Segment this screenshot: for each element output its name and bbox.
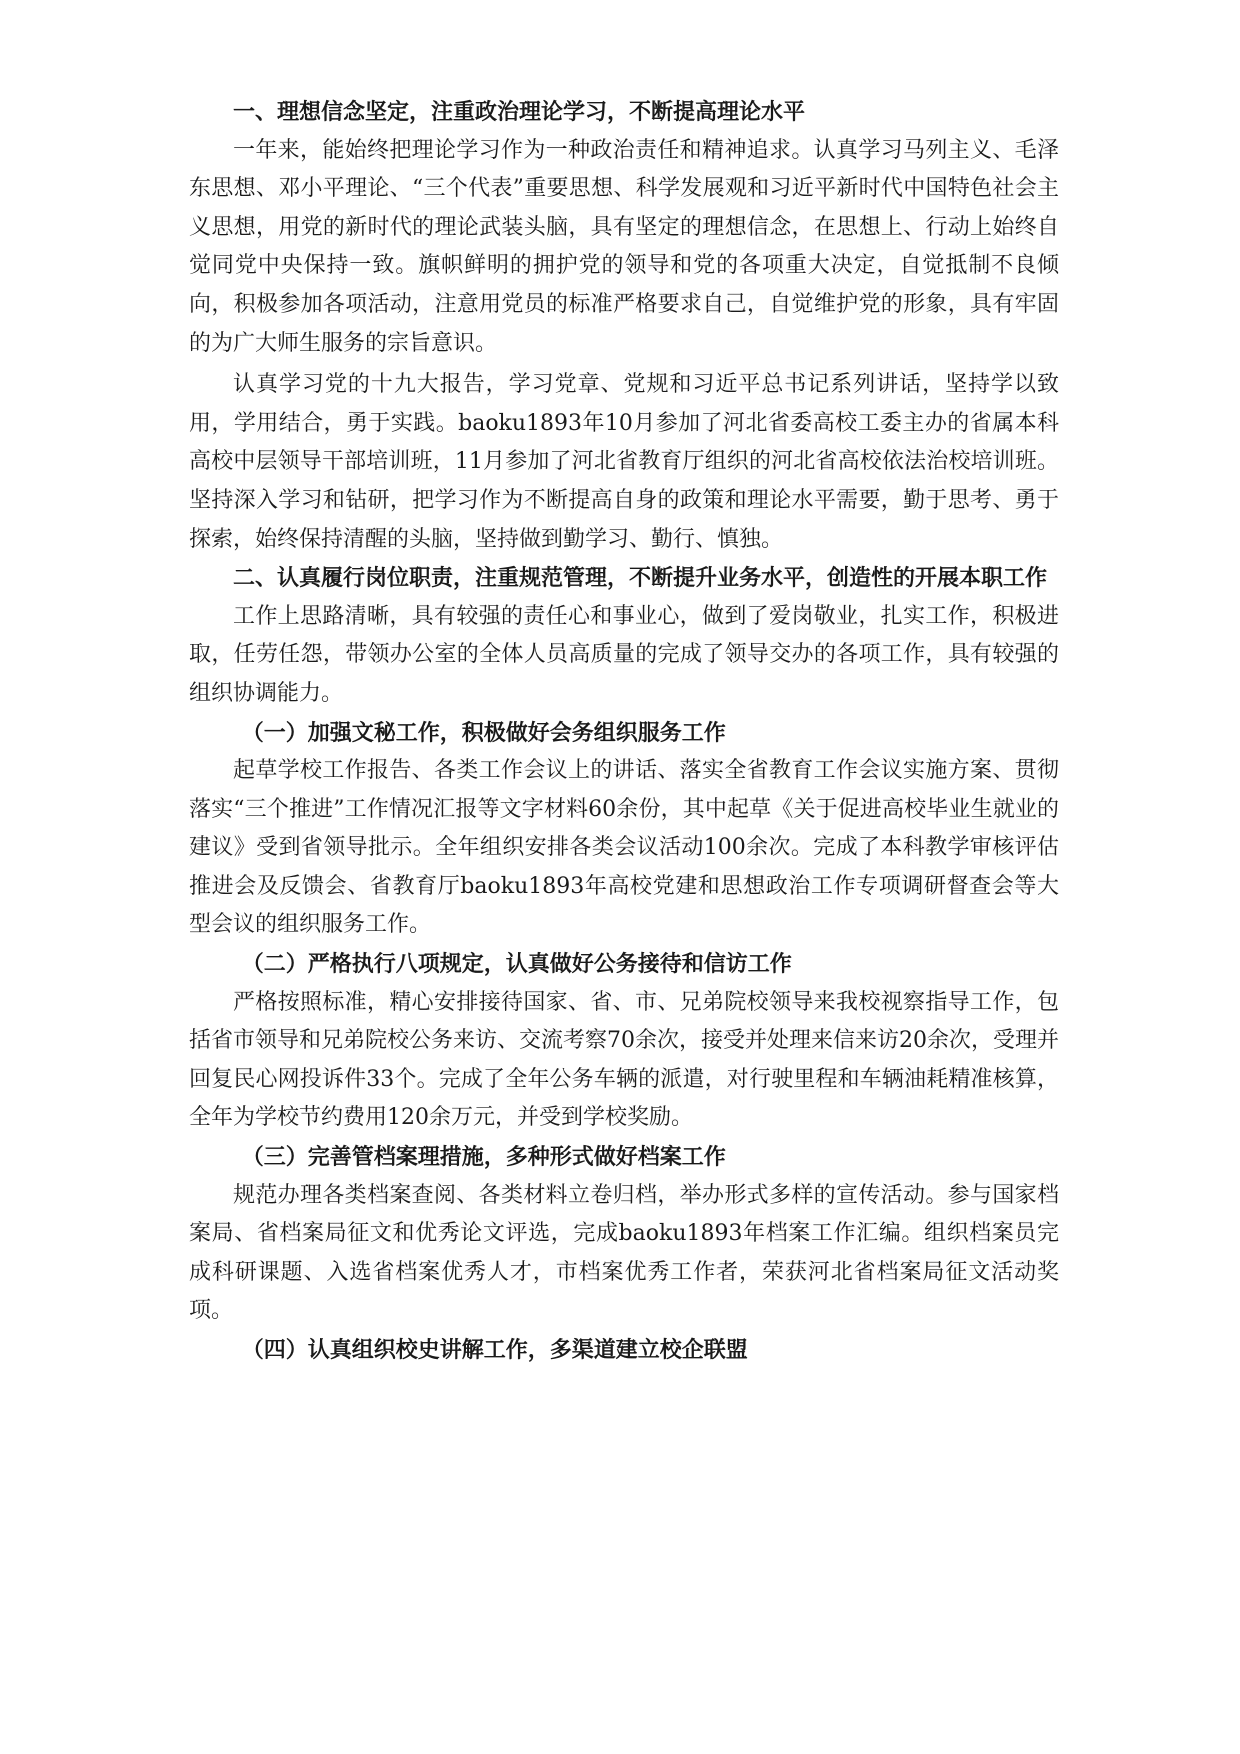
section-1-paragraph-1: 一年来，能始终把理论学习作为一种政治责任和精神追求。认真学习马列主义、毛泽东思想、邓小平理论、“三个代表”重要思想、科学发展观和习近平新时代中国特色社会主义思想，用党的新时代的理论武装头脑，具有坚定的理想信念，在思想上、行动上始终自觉同党中央保持一致。旗帜鲜明的拥护党的领导和党的各项重大决定，自觉抵制不良倾向，积极参加各项活动，注意用党员的标准严格要求自己，自觉维护党的形象，具有牢固的为广大师生服务的宗旨意识。 bbox=[189, 137, 1059, 356]
subsection-2-paragraph: 严格按照标准，精心安排接待国家、省、市、兄弟院校领导来我校视察指导工作，包括省市领导和兄弟院校公务来访、交流考察70余次，接受并处理来信来访20余次，受理并回复民心网投诉件33个。完成了全年公务车辆的派遣，对行驶里程和车辆油耗精准核算，全年为学校节约费用120余万元，并受到学校奖励。 bbox=[189, 989, 1059, 1131]
section-1-paragraph-2: 认真学习党的十九大报告，学习党章、党规和习近平总书记系列讲话，坚持学以致用，学用结合，勇于实践。baoku1893年10月参加了河北省委高校工委主办的省属本科高校中层领导干部培训班，11月参加了河北省教育厅组织的河北省高校依法治校培训班。坚持深入学习和钻研，把学习作为不断提高自身的政策和理论水平需要，勤于思考、勇于探索，始终保持清醒的头脑，坚持做到勤学习、勤行、慎独。 bbox=[189, 372, 1059, 552]
subsection-2-heading: （二）严格执行八项规定，认真做好公务接待和信访工作 bbox=[241, 951, 792, 978]
subsection-4-heading: （四）认真组织校史讲解工作，多渠道建立校企联盟 bbox=[241, 1337, 748, 1363]
section-1-heading: 一、理想信念坚定，注重政治理论学习，不断提高理论水平 bbox=[233, 99, 806, 125]
section-2-paragraph-1: 工作上思路清晰，具有较强的责任心和事业心，做到了爱岗敬业，扎实工作，积极进取，任劳任怨，带领办公室的全体人员高质量的完成了领导交办的各项工作，具有较强的组织协调能力。 bbox=[189, 603, 1059, 706]
document-body bbox=[189, 93, 1059, 1370]
subsection-3-heading: （三）完善管档案理措施，多种形式做好档案工作 bbox=[241, 1144, 726, 1171]
subsection-1-heading: （一）加强文秘工作，积极做好会务组织服务工作 bbox=[241, 719, 726, 746]
section-2-heading: 二、认真履行岗位职责，注重规范管理，不断提升业务水平，创造性的开展本职工作 bbox=[233, 565, 1048, 592]
subsection-1-paragraph: 起草学校工作报告、各类工作会议上的讲话、落实全省教育工作会议实施方案、贯彻落实“三个推进”工作情况汇报等文字材料60余份，其中起草《关于促进高校毕业生就业的建议》受到省领导批示。全年组织安排各类会议活动100余次。完成了本科教学审核评估推进会及反馈会、省教育厅baoku1893年高校党建和思想政治工作专项调研督查会等大型会议的组织服务工作。 bbox=[189, 758, 1059, 938]
subsection-3-paragraph: 规范办理各类档案查阅、各类材料立卷归档，举办形式多样的宣传活动。参与国家档案局、省档案局征文和优秀论文评选，完成baoku1893年档案工作汇编。组织档案员完成科研课题、入选省档案优秀人才，市档案优秀工作者，荣获河北省档案局征文活动奖项。 bbox=[189, 1182, 1059, 1324]
